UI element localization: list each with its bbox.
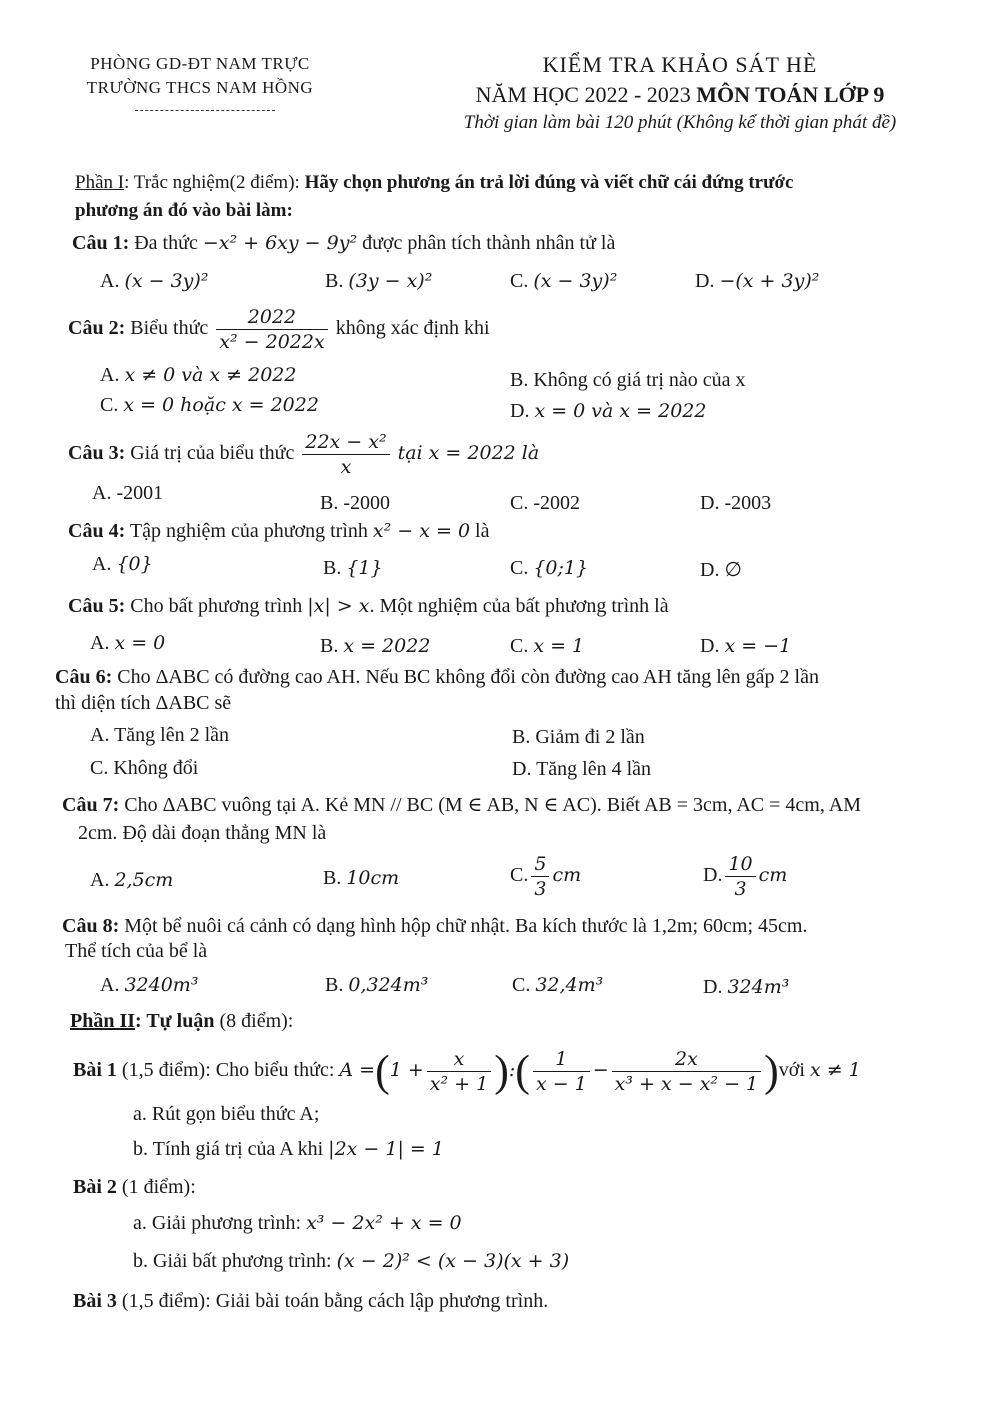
bai3-text: (1,5 điểm): Giải bài toán bằng cách lập phương trình. [121,1290,549,1312]
q3-text-end: tại x = 2022 là [397,442,540,465]
q1-expression: −x² + 6xy − 9y² [202,232,358,254]
bai1-text: (1,5 điểm): Cho biểu thức: [121,1059,335,1081]
q3-fraction: $\frac{\text{22x − x²}}{x}$ [302,430,389,479]
q2-option-c: C. x = 0 hoặc x = 2022 [100,394,319,416]
q4-option-d: D. ∅ [700,559,742,581]
bai1-frac-2: $\frac{1}{x - 1}$ [533,1047,590,1096]
school-header [60,52,340,100]
subject: MÔN TOÁN LỚP 9 [696,82,885,107]
q8-option-a: A. 3240m³ [100,974,199,996]
bai2-points: (1 điểm): [121,1176,196,1198]
bai1-part-b: b. Tính giá trị của A khi |2x − 1| = 1 [133,1138,444,1160]
q8-text: Một bể nuôi cá cảnh có dạng hình hộp chữ nhật. Ba kích thước là 1,2m; 60cm; 45cm. [124,915,808,937]
q7-option-b: B. 10cm [323,867,400,889]
q3-option-b: B. -2000 [320,492,390,514]
question-2 [68,305,490,354]
q5-option-c: C. x = 1 [510,635,585,657]
part1-instruction-cont: phương án đó vào bài làm: [75,200,293,221]
bai2-part-b: b. Giải bất phương trình: (x − 2)² < (x − 3)(x + 3) [133,1250,570,1272]
q4-text-end: là [475,520,490,542]
q3-text: Giá trị của biểu thức [130,442,295,465]
school-name: TRƯỜNG THCS NAM HỒNG [86,78,314,97]
q7-text-cont: 2cm. Độ dài đoạn thẳng MN là [78,822,327,844]
bai1-frac-1: $\frac{x}{\text{x² + 1}}$ [427,1047,491,1096]
q1-option-b: B. (3y − x)² [325,270,433,292]
q2-text-end: không xác định khi [335,317,490,340]
q1-text: Đa thức [134,232,198,254]
part1-label: Phần I [75,172,125,193]
q6-option-c: C. Không đổi [90,757,199,779]
q5-label: Câu 5: [68,595,126,617]
q7-option-d: D. $\frac{10}{3}$ cm [703,853,788,900]
q2-fraction: $\frac{2022}{\text{x² − 2022x}}$ [216,305,327,354]
bai-3 [73,1290,548,1313]
q5-text-end: . Một nghiệm của bất phương trình là [369,595,669,617]
q5-option-d: D. x = −1 [700,635,792,657]
q6-label: Câu 6: [55,666,113,688]
q2-option-b: B. Không có giá trị nào của x [510,369,746,391]
q6-text: Cho ΔABC có đường cao AH. Nếu BC không đổi còn đường cao AH tăng lên gấp 2 lần [117,666,819,688]
part2-points: (8 điểm): [219,1010,294,1032]
part1-heading [75,172,793,194]
q8-text-cont: Thể tích của bể là [65,940,208,962]
question-5 [68,595,669,618]
q4-text: Tập nghiệm của phương trình [129,520,368,542]
bai-2 [73,1176,196,1199]
q6-option-b: B. Giảm đi 2 lần [512,726,645,748]
q1-text-end: được phân tích thành nhân tử là [362,232,616,254]
department-name: PHÒNG GD-ĐT NAM TRỰC [90,54,310,73]
q4-label: Câu 4: [68,520,126,542]
q5-option-a: A. x = 0 [90,632,166,654]
q1-label: Câu 1: [72,232,130,254]
bai2-part-a: a. Giải phương trình: x³ − 2x² + x = 0 [133,1212,462,1234]
question-4 [68,520,489,543]
q5-expression: |x| > x [307,595,370,617]
q6-option-a: A. Tăng lên 2 lần [90,724,230,746]
header-divider [135,110,275,111]
school-year: NĂM HỌC 2022 - 2023 [475,82,691,107]
bai1-lhs: A = [339,1059,376,1081]
q6-text-cont: thì diện tích ΔABC sẽ [55,692,232,714]
q8-label: Câu 8: [62,915,120,937]
part1-title: : Trắc nghiệm(2 điểm): [124,172,305,193]
q8-option-d: D. 324m³ [703,976,790,998]
part2-label: Phần II [70,1010,136,1032]
question-7 [62,792,861,817]
exam-title: KIỂM TRA KHẢO SÁT HÈ [542,52,818,77]
q7-option-a: A. 2,5cm [90,869,174,891]
question-8 [62,915,807,938]
q1-option-a: A. (x − 3y)² [100,270,209,292]
bai3-label: Bài 3 [73,1290,117,1312]
bai2-label: Bài 2 [73,1176,117,1198]
q7-option-c: C. $\frac{5}{3}$ cm [510,853,582,900]
q1-option-c: C. (x − 3y)² [510,270,618,292]
q1-option-d: D. −(x + 3y)² [695,270,820,292]
exam-header [360,50,1000,136]
q4-option-b: B. {1} [323,557,383,579]
q2-option-d: D. x = 0 và x = 2022 [510,400,707,422]
q5-option-b: B. x = 2022 [320,635,431,657]
bai-1: Bài 1 (1,5 điểm): Cho biểu thức: A =(1 + $\frac{x}{\text{x² + 1}}$ ):( $\frac{1}{x - 1}$ − $\frac{2x}{\text{x³ + x − x² − 1}}$ )với x ≠ 1 [73,1046,861,1096]
q3-option-d: D. -2003 [700,492,772,514]
q3-option-a: A. -2001 [92,482,164,504]
q4-expression: x² − x = 0 [372,520,471,542]
question-1 [72,232,615,255]
q8-option-b: B. 0,324m³ [325,974,429,996]
part2-title: : Tự luận [135,1010,215,1032]
q4-option-c: C. {0;1} [510,557,589,579]
q2-label: Câu 2: [68,317,126,340]
bai1-frac-3: $\frac{2x}{\text{x³ + x − x² − 1}}$ [612,1047,761,1096]
q3-label: Câu 3: [68,442,126,465]
time-note: Thời gian làm bài 120 phút (Không kể thời gian phát đề) [463,112,897,133]
question-6 [55,666,819,689]
q7-label: Câu 7: [62,794,120,816]
q3-option-c: C. -2002 [510,492,580,514]
question-3 [68,430,539,479]
q7-text: Cho ΔABC vuông tại A. Kẻ MN // BC (M ∈ AB, N ∈ AC). Biết AB = 3cm, AC = 4cm, AM [124,794,861,816]
exam-subtitle [360,80,1000,110]
bai1-part-a: a. Rút gọn biểu thức A; [133,1103,320,1125]
bai1-label: Bài 1 [73,1059,117,1081]
q8-option-c: C. 32,4m³ [512,974,604,996]
part1-instruction: Hãy chọn phương án trả lời đúng và viết chữ cái đứng trước [304,172,794,193]
q5-text: Cho bất phương trình [130,595,303,617]
q2-text: Biểu thức [130,317,209,340]
q4-option-a: A. {0} [92,553,153,575]
bai1-condition: x ≠ 1 [809,1059,861,1081]
q6-option-d: D. Tăng lên 4 lần [512,758,652,780]
part2-heading [70,1010,293,1033]
q2-option-a: A. x ≠ 0 và x ≠ 2022 [100,364,297,386]
